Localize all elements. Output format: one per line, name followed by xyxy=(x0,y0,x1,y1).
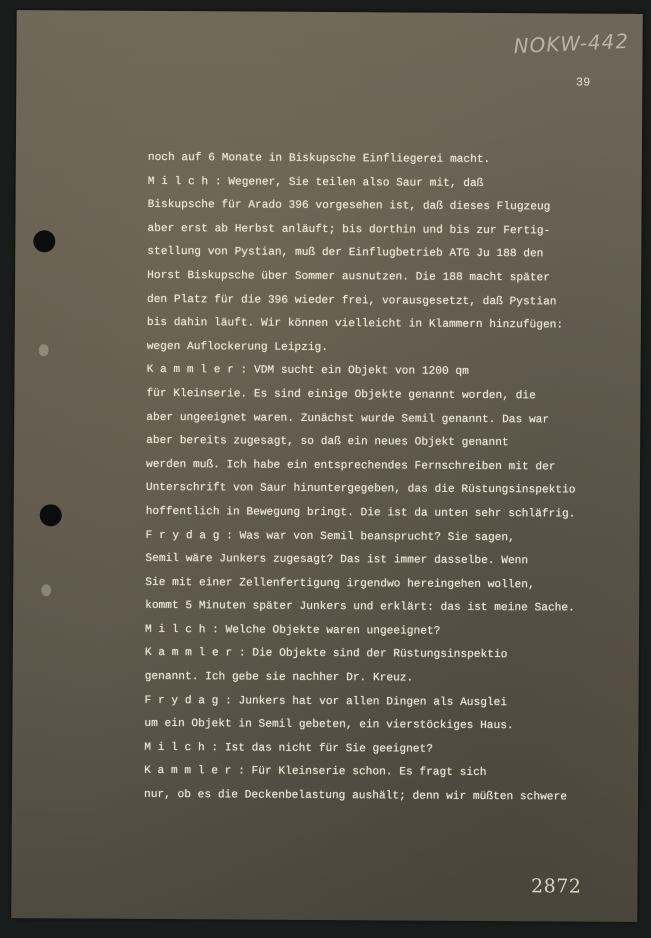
text-line: Semil wäre Junkers zugesagt? Das ist immer dasselbe. Wenn xyxy=(145,552,529,568)
text-line: hoffentlich in Bewegung bringt. Die ist da unten sehr schläfrig. xyxy=(145,505,576,521)
text-line: aber erst ab Herbst anläuft; bis dorthin und bis zur Fertig- xyxy=(147,222,551,238)
punch-hole-top xyxy=(33,230,55,252)
document-stamp-number: 2872 xyxy=(531,875,582,898)
text-line: M i l c h : Wegener, Sie teilen also Saur mit, daß xyxy=(147,175,484,190)
document-page xyxy=(11,10,643,922)
text-line: K a m m l e r : Für Kleinserie schon. Es fragt sich xyxy=(144,765,487,780)
text-line: M i l c h : Ist das nicht für Sie geeignet? xyxy=(144,741,433,756)
text-line: aber ungeeignet waren. Zunächst wurde Semil genannt. Das war xyxy=(146,411,550,426)
text-line: Sie mit einer Zellenfertigung irgendwo hereingehen wollen, xyxy=(145,576,535,591)
text-line: M i l c h : Welche Objekte waren ungeeignet? xyxy=(144,623,441,638)
text-line: für Kleinserie. Es sind einige Objekte genannt worden, die xyxy=(146,387,536,403)
text-line: stellung von Pystian, muß der Einflugbetrieb ATG Ju 188 den xyxy=(147,246,544,261)
page-number: 39 xyxy=(575,75,591,90)
text-line: Unterschrift von Saur hinuntergegeben, das die Rüstungsinspektio xyxy=(145,482,576,497)
text-line: Biskupsche für Arado 396 vorgesehen ist, daß dieses Flugzeug xyxy=(147,199,551,214)
text-line: Horst Biskupsche über Sommer ausnutzen. Die 188 macht später xyxy=(147,269,551,285)
paper-blot-2 xyxy=(41,584,51,596)
text-line: wegen Auflockerung Leipzig. xyxy=(146,340,329,354)
text-line: kommt 5 Minuten später Junkers und erklärt: das ist meine Sache. xyxy=(145,600,575,615)
text-line: werden muß. Ich habe ein entsprechendes Fernschreiben mit der xyxy=(145,458,556,474)
text-line: den Platz für die 396 wieder frei, vorausgesetzt, daß Pystian xyxy=(146,293,557,308)
text-line: noch auf 6 Monate in Biskupsche Einfliegerei macht. xyxy=(147,151,491,166)
transcript-body xyxy=(144,147,628,811)
text-line: F r y d a g : Was war von Semil beansprucht? Sie sagen, xyxy=(145,529,515,544)
text-line: K a m m l e r : Die Objekte sind der Rüstungsinspektio xyxy=(144,647,508,662)
text-line: bis dahin läuft. Wir können vielleicht in Klammern hinzufügen: xyxy=(146,317,564,332)
text-line: um ein Objekt in Semil gebeten, ein vierstöckiges Haus. xyxy=(144,718,514,733)
archive-reference: NOKW-442 xyxy=(512,28,630,59)
text-line: nur, ob es die Deckenbelastung aushält; denn wir müßten schwere xyxy=(143,788,567,804)
punch-hole-bottom xyxy=(40,504,62,526)
text-line: aber bereits zugesagt, so daß ein neues Objekt genannt xyxy=(146,435,509,450)
text-line: F r y d a g : Junkers hat vor allen Dingen als Ausglei xyxy=(144,694,508,709)
text-line: genannt. Ich gebe sie nachher Dr. Kreuz. xyxy=(144,670,414,685)
text-line: K a m m l e r : VDM sucht ein Objekt von 1200 qm xyxy=(146,364,469,379)
paper-blot-1 xyxy=(39,344,49,356)
